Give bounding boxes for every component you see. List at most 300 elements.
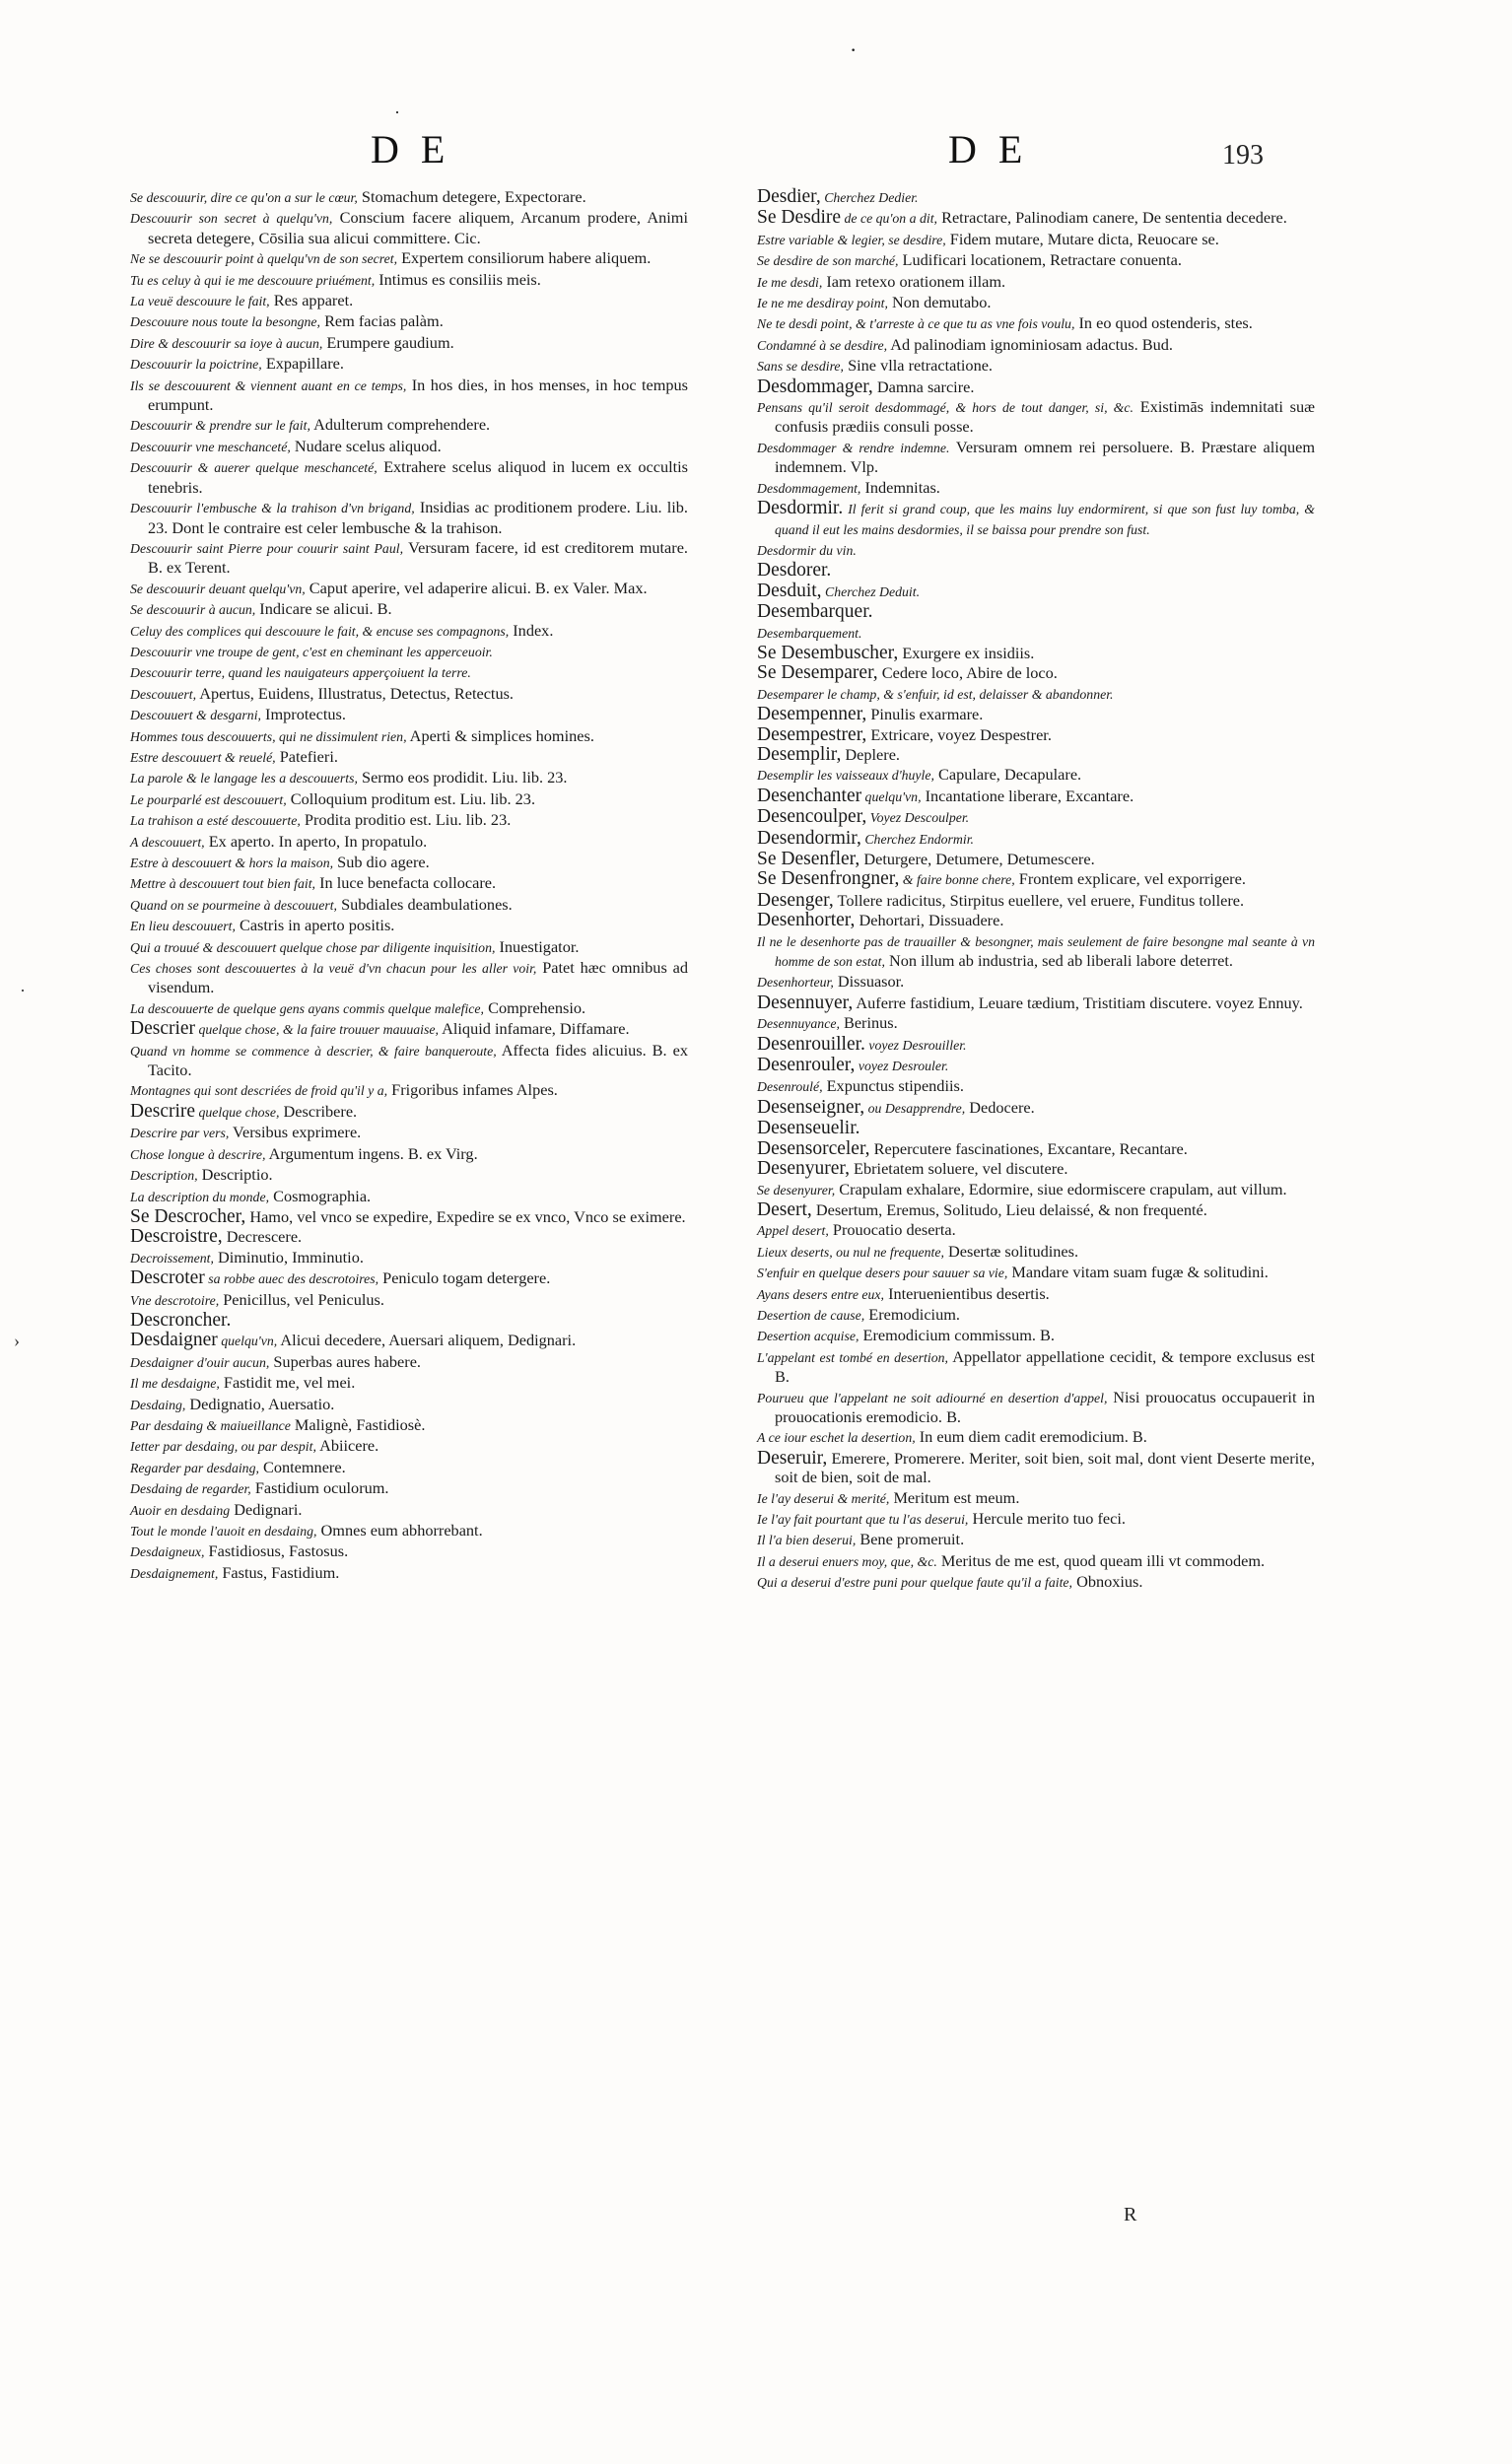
headword: Desencoulper, bbox=[757, 806, 867, 828]
french-phrase: quelque chose, & la faire trouuer mauuaise, bbox=[195, 1022, 439, 1038]
dictionary-entry bbox=[757, 478, 1315, 498]
french-phrase: La descouuerte de quelque gens ayans commis quelque malefice, bbox=[130, 1000, 485, 1016]
dictionary-entry bbox=[130, 705, 688, 724]
dictionary-entry bbox=[757, 1242, 1315, 1262]
headword: Desenrouler, bbox=[757, 1055, 856, 1076]
latin-translation: Ad palinodiam ignominiosam adactus. Bud. bbox=[887, 334, 1173, 354]
french-phrase: Regarder par desdaing, bbox=[130, 1460, 259, 1475]
french-phrase: Lieux deserts, ou nul ne frequente, bbox=[757, 1244, 944, 1260]
dictionary-entry bbox=[130, 1080, 688, 1100]
dictionary-entry bbox=[757, 1427, 1315, 1447]
latin-translation: Erumpere gaudium. bbox=[322, 332, 454, 352]
latin-translation: Fidem mutare, Mutare dicta, Reuocare se. bbox=[945, 229, 1219, 248]
latin-translation: Superbas aures habere. bbox=[269, 1351, 421, 1371]
french-phrase: Se descouurir à aucun, bbox=[130, 602, 256, 618]
latin-translation: Subdiales deambulationes. bbox=[337, 894, 513, 914]
dictionary-entry bbox=[757, 1220, 1315, 1240]
dictionary-entry bbox=[130, 579, 688, 598]
french-phrase: Decroissement, bbox=[130, 1250, 214, 1266]
french-phrase: Desdaing de regarder, bbox=[130, 1481, 251, 1497]
dictionary-entry bbox=[130, 853, 688, 872]
latin-translation: Describere. bbox=[279, 1101, 358, 1121]
latin-translation: Incantatione liberare, Excantare. bbox=[921, 786, 1134, 805]
dictionary-entry bbox=[130, 937, 688, 957]
french-phrase: Cherchez Deduit. bbox=[821, 583, 921, 599]
latin-translation: Eremodicium commissum. B. bbox=[859, 1326, 1055, 1345]
french-phrase: Ces choses sont descouuertes à la veuë d'vn chacun pour les aller voir, bbox=[130, 961, 537, 977]
latin-translation: Affecta fides alicuius. B. ex Tacito. bbox=[148, 1040, 688, 1080]
latin-translation: Aperti & simplices homines. bbox=[406, 725, 594, 745]
latin-translation: Ludificari locationem, Retractare conuenta. bbox=[898, 250, 1182, 270]
dictionary-entry bbox=[130, 1395, 688, 1414]
dictionary-entry bbox=[130, 873, 688, 893]
dictionary-entry bbox=[757, 807, 1315, 827]
latin-translation: Malignè, Fastidiosè. bbox=[290, 1414, 426, 1434]
latin-translation: Repercutere fascinationes, Excantare, Recantare. bbox=[869, 1138, 1188, 1158]
latin-translation: Aliquid infamare, Diffamare. bbox=[438, 1019, 630, 1039]
latin-translation: Tollere radicitus, Stirpitus euellere, vel eruere, Funditus tollere. bbox=[833, 890, 1245, 910]
french-phrase: Descouurir vne troupe de gent, c'est en cheminant les apperceuoir. bbox=[130, 644, 493, 659]
french-phrase: Descouurir l'embusche & la trahison d'vn brigand, bbox=[130, 501, 415, 516]
latin-translation: Fastidiosus, Fastosus. bbox=[204, 1541, 349, 1561]
dictionary-entry bbox=[130, 1248, 688, 1267]
french-phrase: Dire & descouurir sa ioye à aucun, bbox=[130, 335, 323, 351]
latin-translation: Patet hæc omnibus ad visendum. bbox=[148, 958, 688, 997]
latin-translation: Decrescere. bbox=[222, 1227, 303, 1247]
dictionary-entry bbox=[130, 457, 688, 497]
french-phrase: Se descouurir deuant quelqu'vn, bbox=[130, 581, 306, 596]
dictionary-entry bbox=[757, 1305, 1315, 1325]
dictionary-entry bbox=[757, 1449, 1315, 1487]
dictionary-entry bbox=[130, 1019, 688, 1039]
dictionary-entry bbox=[130, 747, 688, 767]
latin-translation: Deplere. bbox=[841, 744, 900, 764]
latin-translation: Apertus, Euidens, Illustratus, Detectus, Retectus. bbox=[196, 683, 515, 703]
dictionary-entry bbox=[757, 1347, 1315, 1387]
latin-translation: Fastidium oculorum. bbox=[250, 1478, 389, 1498]
french-phrase: Desdaing, bbox=[130, 1397, 186, 1412]
french-phrase: Vne descrotoire, bbox=[130, 1292, 220, 1308]
french-phrase: Cherchez Endormir. bbox=[860, 831, 974, 847]
headword: Desdormir. bbox=[757, 498, 844, 519]
latin-translation: Versuram omnem rei persoluere. B. Præstare aliquem indemnem. Vlp. bbox=[775, 437, 1316, 477]
french-phrase: Desenhorteur, bbox=[757, 975, 834, 991]
french-phrase: Pourueu que l'appelant ne soit adiourné en desertion d'appel, bbox=[757, 1390, 1108, 1405]
latin-translation: Deturgere, Detumere, Detumescere. bbox=[859, 850, 1095, 868]
dictionary-entry bbox=[757, 293, 1315, 312]
dictionary-entry bbox=[757, 1388, 1315, 1427]
french-phrase: Montagnes qui sont descriées de froid qu'il y a, bbox=[130, 1083, 388, 1099]
dictionary-entry bbox=[757, 1035, 1315, 1055]
latin-translation: Res apparet. bbox=[269, 291, 354, 310]
french-phrase: La parole & le langage les a descouuerts, bbox=[130, 771, 358, 787]
latin-translation: Berinus. bbox=[839, 1013, 898, 1033]
french-phrase: Descrire par vers, bbox=[130, 1126, 230, 1141]
dictionary-entry bbox=[130, 311, 688, 331]
latin-translation: Dissuasor. bbox=[833, 972, 905, 992]
dictionary-entry bbox=[130, 662, 688, 682]
latin-translation: Inuestigator. bbox=[495, 936, 580, 956]
latin-translation: Dedocere. bbox=[965, 1097, 1035, 1117]
latin-translation: Bene promeruit. bbox=[856, 1530, 965, 1549]
dictionary-entry bbox=[130, 810, 688, 830]
dictionary-entry bbox=[757, 829, 1315, 849]
latin-translation: Castris in aperto positis. bbox=[235, 916, 395, 935]
latin-translation: Extricare, voyez Despestrer. bbox=[866, 724, 1052, 744]
french-phrase: Mettre à descouuert tout bien fait, bbox=[130, 876, 316, 892]
headword: Desenseigner, bbox=[757, 1096, 865, 1118]
headword: Desenhorter, bbox=[757, 910, 856, 931]
french-phrase: Descouurir son secret à quelqu'vn, bbox=[130, 211, 333, 227]
latin-translation: Index. bbox=[509, 620, 554, 640]
headword: Desdier, bbox=[757, 186, 821, 207]
french-phrase: Desdaigner d'ouir aucun, bbox=[130, 1354, 270, 1370]
dictionary-entry bbox=[130, 832, 688, 852]
dictionary-entry bbox=[757, 1530, 1315, 1549]
dictionary-entry bbox=[130, 789, 688, 809]
headword: Desdaigner bbox=[130, 1330, 218, 1351]
latin-translation: Damna sarcire. bbox=[872, 376, 975, 396]
french-phrase: Se descouurir, dire ce qu'on a sur le cœur, bbox=[130, 190, 358, 205]
headword: Descrire bbox=[130, 1100, 196, 1122]
latin-translation: Comprehensio. bbox=[484, 997, 586, 1017]
headword: Se Desdire bbox=[757, 207, 842, 229]
french-phrase: Ie l'ay fait pourtant que tu l'as deserui, bbox=[757, 1512, 969, 1527]
french-phrase: Descouurir & auerer quelque meschanceté, bbox=[130, 460, 378, 476]
french-phrase: Description, bbox=[130, 1168, 198, 1184]
dictionary-entry bbox=[757, 377, 1315, 396]
french-phrase: quelque chose, bbox=[195, 1104, 280, 1120]
dictionary-entry bbox=[130, 1290, 688, 1310]
dictionary-entry bbox=[130, 1311, 688, 1330]
dictionary-entry bbox=[130, 291, 688, 310]
french-phrase: L'appelant est tombé en desertion, bbox=[757, 1349, 948, 1365]
latin-translation: In eo quod ostenderis, stes. bbox=[1074, 313, 1253, 333]
latin-translation: Diminutio, Imminutio. bbox=[213, 1247, 364, 1266]
dictionary-entry bbox=[757, 931, 1315, 972]
french-phrase: Pensans qu'il seroit desdommagé, & hors de tout danger, si, &c. bbox=[757, 400, 1134, 416]
latin-translation: Hercule merito tuo feci. bbox=[968, 1509, 1126, 1528]
french-phrase: En lieu descouuert, bbox=[130, 919, 236, 934]
dictionary-entry bbox=[757, 1284, 1315, 1304]
dictionary-entry bbox=[130, 684, 688, 704]
french-phrase: Descouurir vne meschanceté, bbox=[130, 439, 291, 454]
french-phrase: Estre variable & legier, se desdire, bbox=[757, 232, 946, 247]
dictionary-entry bbox=[130, 1500, 688, 1520]
latin-translation: Sine vlla retractatione. bbox=[844, 356, 994, 376]
french-phrase: Ils se descouurent & viennent auant en ce temps, bbox=[130, 377, 407, 393]
french-phrase: Estre descouuert & reuelé, bbox=[130, 749, 276, 765]
dictionary-entry bbox=[757, 335, 1315, 355]
latin-translation: Pinulis exarmare. bbox=[866, 705, 984, 724]
dictionary-entry bbox=[130, 599, 688, 619]
french-phrase: Desdommagement, bbox=[757, 480, 861, 496]
french-phrase: Se desenyurer, bbox=[757, 1182, 836, 1198]
latin-translation: Meritum est meum. bbox=[889, 1487, 1020, 1507]
french-phrase: Cherchez Dedier. bbox=[820, 190, 919, 205]
margin-mark: · bbox=[20, 981, 26, 1000]
latin-translation: Retractare, Palinodiam canere, De sententia decedere. bbox=[937, 208, 1287, 228]
latin-translation: Insidias ac proditionem prodere. Liu. lib. 23. Dont le contraire est celer lembusche & la trahison. bbox=[148, 498, 688, 537]
french-phrase: Desdormir du vin. bbox=[757, 542, 857, 558]
latin-translation: In eum diem cadit eremodicium. B. bbox=[915, 1427, 1147, 1447]
dictionary-entry bbox=[130, 768, 688, 787]
headword: Desennuyer, bbox=[757, 992, 854, 1013]
latin-translation: Existimās indemnitati suæ confusis prædiis consuli posse. bbox=[775, 397, 1315, 437]
french-phrase: S'enfuir en quelque desers pour sauuer sa vie, bbox=[757, 1266, 1008, 1281]
latin-translation: Prouocatio deserta. bbox=[828, 1220, 956, 1240]
latin-translation: Descriptio. bbox=[197, 1165, 273, 1185]
french-phrase: Desertion de cause, bbox=[757, 1307, 865, 1323]
latin-translation: Intimus es consiliis meis. bbox=[375, 269, 541, 289]
dictionary-entry bbox=[757, 438, 1315, 477]
french-phrase: Ie me desdi, bbox=[757, 274, 823, 290]
dictionary-entry bbox=[130, 1207, 688, 1226]
dictionary-entry bbox=[130, 642, 688, 661]
headword: Descroncher. bbox=[130, 1309, 232, 1331]
french-phrase: Quand vn homme se commence à descrier, & faire banqueroute, bbox=[130, 1043, 497, 1059]
french-phrase: Condamné à se desdire, bbox=[757, 337, 888, 353]
french-phrase: Descouuert, bbox=[130, 686, 197, 702]
dictionary-entry bbox=[757, 356, 1315, 376]
latin-translation: Improtectus. bbox=[260, 705, 346, 724]
dictionary-entry bbox=[757, 1119, 1315, 1137]
latin-translation: Dehortari, Dissuadere. bbox=[855, 911, 1004, 930]
latin-translation: Versibus exprimere. bbox=[229, 1123, 362, 1142]
latin-translation: Cedere loco, Abire de loco. bbox=[877, 663, 1058, 683]
dictionary-entry bbox=[130, 1165, 688, 1185]
dictionary-entry bbox=[130, 208, 688, 247]
french-phrase: Descouuert & desgarni, bbox=[130, 708, 261, 723]
french-phrase: Desemparer le champ, & s'enfuir, id est, delaisser & abandonner. bbox=[757, 686, 1114, 702]
left-column bbox=[130, 187, 688, 1584]
french-phrase: Tout le monde l'auoit en desdaing, bbox=[130, 1524, 317, 1539]
dictionary-entry bbox=[130, 958, 688, 997]
dictionary-entry bbox=[130, 1123, 688, 1142]
french-phrase: La veuë descouure le fait, bbox=[130, 294, 270, 309]
french-phrase: Estre à descouuert & hors la maison, bbox=[130, 856, 334, 870]
headword: Descrier bbox=[130, 1018, 196, 1040]
french-phrase: Descouurir saint Pierre pour couurir saint Paul, bbox=[130, 540, 404, 556]
latin-translation: Interuenientibus desertis. bbox=[884, 1283, 1050, 1303]
latin-translation: Colloquium proditum est. Liu. lib. 23. bbox=[286, 788, 536, 808]
latin-translation: Fastus, Fastidium. bbox=[218, 1562, 340, 1582]
headword: Se Desemparer, bbox=[757, 662, 878, 684]
dictionary-entry bbox=[130, 1563, 688, 1583]
french-phrase: Il l'a bien deserui, bbox=[757, 1533, 857, 1548]
headword: Desdommager, bbox=[757, 376, 873, 397]
headword: Desemplir, bbox=[757, 743, 842, 765]
margin-mark: › bbox=[14, 1331, 20, 1350]
dictionary-entry bbox=[757, 1551, 1315, 1571]
latin-translation: Stomachum detegere, Expectorare. bbox=[357, 187, 586, 206]
headword: Desendormir, bbox=[757, 827, 861, 849]
headword: Desenchanter bbox=[757, 785, 862, 806]
dictionary-entry bbox=[130, 1352, 688, 1372]
dictionary-entry bbox=[757, 272, 1315, 292]
dictionary-entry bbox=[130, 1102, 688, 1122]
dictionary-entry bbox=[757, 1139, 1315, 1158]
latin-translation: Caput aperire, vel adaperire alicui. B. ex Valer. Max. bbox=[305, 578, 648, 597]
dictionary-entry bbox=[757, 1013, 1315, 1033]
latin-translation: Emerere, Promerere. Meriter, soit bien, soit mal, dont vient Deserte merite, soit de bien, soit de mal. bbox=[775, 1448, 1315, 1487]
french-phrase: Ie ne me desdiray point, bbox=[757, 296, 888, 311]
latin-translation: Nudare scelus aliquod. bbox=[290, 436, 442, 455]
french-phrase: Ie l'ay deserui & merité, bbox=[757, 1490, 890, 1506]
latin-translation: Frigoribus infames Alpes. bbox=[387, 1080, 558, 1100]
french-phrase: Ne se descouurir point à quelqu'vn de son secret, bbox=[130, 251, 398, 267]
latin-translation: Contemnere. bbox=[258, 1457, 346, 1476]
french-phrase: Desdaignement, bbox=[130, 1565, 219, 1581]
french-phrase: Appel desert, bbox=[757, 1223, 829, 1239]
dictionary-entry bbox=[757, 644, 1315, 662]
french-phrase: Ne te desdi point, & t'arreste à ce que tu as vne fois voulu, bbox=[757, 316, 1075, 332]
latin-translation: Omnes eum abhorrebant. bbox=[316, 1521, 483, 1540]
dictionary-entry bbox=[757, 1263, 1315, 1282]
french-phrase: A descouuert, bbox=[130, 834, 205, 850]
headword: Desembarquer. bbox=[757, 601, 873, 623]
french-phrase: Il me desdaigne, bbox=[130, 1376, 220, 1392]
dictionary-entry bbox=[757, 891, 1315, 910]
french-phrase: Quand on se pourmeine à descouuert, bbox=[130, 897, 337, 913]
french-phrase: Il ne le desenhorte pas de trauailler & besongner, mais seulement de faire besongne mal seante à vn homme de son estat, bbox=[757, 933, 1315, 970]
dictionary-entry bbox=[757, 208, 1315, 228]
dictionary-entry bbox=[757, 499, 1315, 539]
headword: Desenseuelir. bbox=[757, 1118, 860, 1139]
french-phrase: Descouurir la poictrine, bbox=[130, 357, 262, 373]
french-phrase: Celuy des complices qui descouure le fait, & encuse ses compagnons, bbox=[130, 623, 510, 639]
dictionary-entry bbox=[757, 1488, 1315, 1508]
latin-translation: Prodita proditio est. Liu. lib. 23. bbox=[300, 810, 512, 830]
dictionary-entry bbox=[757, 850, 1315, 868]
dictionary-entry bbox=[757, 869, 1315, 889]
dictionary-entry bbox=[130, 1187, 688, 1206]
latin-translation: In hos dies, in hos menses, in hoc tempus erumpunt. bbox=[148, 375, 689, 415]
french-phrase: Desdaigneux, bbox=[130, 1544, 205, 1560]
french-phrase: Chose longue à descrire, bbox=[130, 1146, 266, 1162]
latin-translation: Desertæ solitudines. bbox=[943, 1241, 1079, 1261]
french-phrase: Voyez Descoulper. bbox=[866, 810, 970, 826]
latin-translation: Argumentum ingens. B. ex Virg. bbox=[265, 1143, 478, 1163]
french-phrase: Tu es celuy à qui ie me descouure priuément, bbox=[130, 272, 376, 288]
dictionary-entry bbox=[130, 1373, 688, 1393]
dictionary-entry bbox=[130, 333, 688, 353]
french-phrase: Ayans desers entre eux, bbox=[757, 1286, 884, 1302]
french-phrase: La description du monde, bbox=[130, 1189, 270, 1204]
dictionary-entry bbox=[130, 1415, 688, 1435]
dictionary-entry bbox=[130, 1268, 688, 1288]
dictionary-entry bbox=[757, 230, 1315, 249]
latin-translation: Meritus de me est, quod queam illi vt commodem. bbox=[936, 1550, 1266, 1570]
dictionary-entry bbox=[130, 1331, 688, 1350]
latin-translation: Dedignari. bbox=[230, 1499, 303, 1519]
dictionary-entry bbox=[130, 538, 688, 578]
running-head-left: D E bbox=[371, 127, 451, 171]
dictionary-entry bbox=[757, 540, 1315, 560]
headword: Desdorer. bbox=[757, 560, 832, 582]
french-phrase: Le pourparlé est descouuert, bbox=[130, 791, 287, 807]
latin-translation: Peniculo togam detergere. bbox=[378, 1268, 551, 1288]
latin-translation: Exurgere ex insidiis. bbox=[898, 643, 1035, 662]
dictionary-entry bbox=[130, 187, 688, 207]
headword: Descroistre, bbox=[130, 1226, 223, 1248]
latin-translation: Alicui decedere, Auersari aliquem, Dedignari. bbox=[277, 1331, 577, 1350]
headword: Se Descrocher, bbox=[130, 1205, 246, 1227]
french-phrase: sa robbe auec des descrotoires, bbox=[204, 1271, 379, 1287]
latin-translation: Sub dio agere. bbox=[333, 853, 430, 871]
headword: Se Desenfler, bbox=[757, 849, 860, 869]
dictionary-entry bbox=[757, 1200, 1315, 1219]
french-phrase: Qui a trouué & descouuert quelque chose par diligente inquisition, bbox=[130, 939, 496, 955]
latin-translation: Indemnitas. bbox=[860, 477, 940, 497]
dictionary-entry bbox=[757, 602, 1315, 621]
latin-translation: Fastidit me, vel mei. bbox=[219, 1373, 356, 1393]
french-phrase: de ce qu'on a dit, bbox=[841, 211, 938, 227]
latin-translation: Ebrietatem soluere, vel discutere. bbox=[849, 1159, 1068, 1179]
latin-translation: Obnoxius. bbox=[1072, 1572, 1143, 1592]
french-phrase: Il ferit si grand coup, que les mains luy endormirent, si que son fust luy tomba, & quand il eut les mains desdormies, il se baissa pour prendre son fust. bbox=[775, 502, 1315, 537]
latin-translation: Frontem explicare, vel exporrigere. bbox=[1014, 869, 1246, 889]
french-phrase: Descouure nous toute la besongne, bbox=[130, 314, 320, 330]
dictionary-entry bbox=[130, 1436, 688, 1456]
dictionary-entry bbox=[130, 1144, 688, 1164]
latin-translation: Nisi prouocatus occupauerit in prouocationis eremodicio. B. bbox=[775, 1387, 1315, 1426]
french-phrase: quelqu'vn, bbox=[861, 788, 922, 804]
french-phrase: Ietter par desdaing, ou par despit, bbox=[130, 1439, 316, 1455]
french-phrase: Qui a deserui d'estre puni pour quelque faute qu'il a faite, bbox=[757, 1575, 1072, 1591]
dictionary-entry bbox=[757, 765, 1315, 785]
dictionary-entry bbox=[757, 787, 1315, 806]
latin-translation: Indicare se alicui. B. bbox=[255, 599, 392, 619]
latin-translation: Eremodicium. bbox=[864, 1304, 960, 1324]
latin-translation: Non illum ab industria, sed ab liberali labore deterret. bbox=[884, 951, 1234, 971]
headword: Se Desenfrongner, bbox=[757, 868, 900, 890]
latin-translation: Cosmographia. bbox=[269, 1186, 372, 1205]
french-phrase: Hommes tous descouuerts, qui ne dissimulent rien, bbox=[130, 728, 407, 744]
right-column bbox=[757, 187, 1315, 1594]
latin-translation: Non demutabo. bbox=[887, 293, 992, 312]
dictionary-entry bbox=[757, 972, 1315, 992]
french-phrase: Desennuyance, bbox=[757, 1016, 840, 1032]
headword: Descroter bbox=[130, 1267, 205, 1289]
latin-translation: Crapulam exhalare, Edormire, siue edormiscere crapulam, aut villum. bbox=[835, 1179, 1287, 1198]
french-phrase: Se desdire de son marché, bbox=[757, 253, 899, 269]
print-speck: · bbox=[394, 103, 400, 122]
latin-translation: Expertem consiliorum habere aliquem. bbox=[397, 248, 652, 268]
dictionary-entry bbox=[757, 1509, 1315, 1529]
latin-translation: Auferre fastidium, Leuare tædium, Tristitiam discutere. voyez Ennuy. bbox=[853, 992, 1303, 1012]
latin-translation: Ex aperto. In aperto, In propatulo. bbox=[204, 831, 428, 851]
latin-translation: Expunctus stipendiis. bbox=[822, 1076, 964, 1096]
latin-translation: Adulterum comprehendere. bbox=[309, 415, 491, 435]
headword: Desempenner, bbox=[757, 704, 867, 725]
dictionary-entry bbox=[130, 998, 688, 1018]
dictionary-entry bbox=[757, 705, 1315, 723]
dictionary-entry bbox=[130, 916, 688, 935]
dictionary-entry bbox=[130, 415, 688, 435]
latin-translation: Desertum, Eremus, Solitudo, Lieu delaissé, & non frequenté. bbox=[811, 1199, 1207, 1219]
dictionary-entry bbox=[757, 250, 1315, 270]
french-phrase: Par desdaing & maiueillance bbox=[130, 1417, 291, 1433]
headword: Desenger, bbox=[757, 889, 834, 911]
dictionary-entry bbox=[757, 1326, 1315, 1345]
latin-translation: Patefieri. bbox=[275, 746, 338, 766]
headword: Desempestrer, bbox=[757, 723, 867, 745]
headword: Desduit, bbox=[757, 580, 822, 601]
dictionary-entry bbox=[757, 745, 1315, 764]
dictionary-entry bbox=[757, 1076, 1315, 1096]
latin-translation: Expapillare. bbox=[261, 354, 344, 374]
